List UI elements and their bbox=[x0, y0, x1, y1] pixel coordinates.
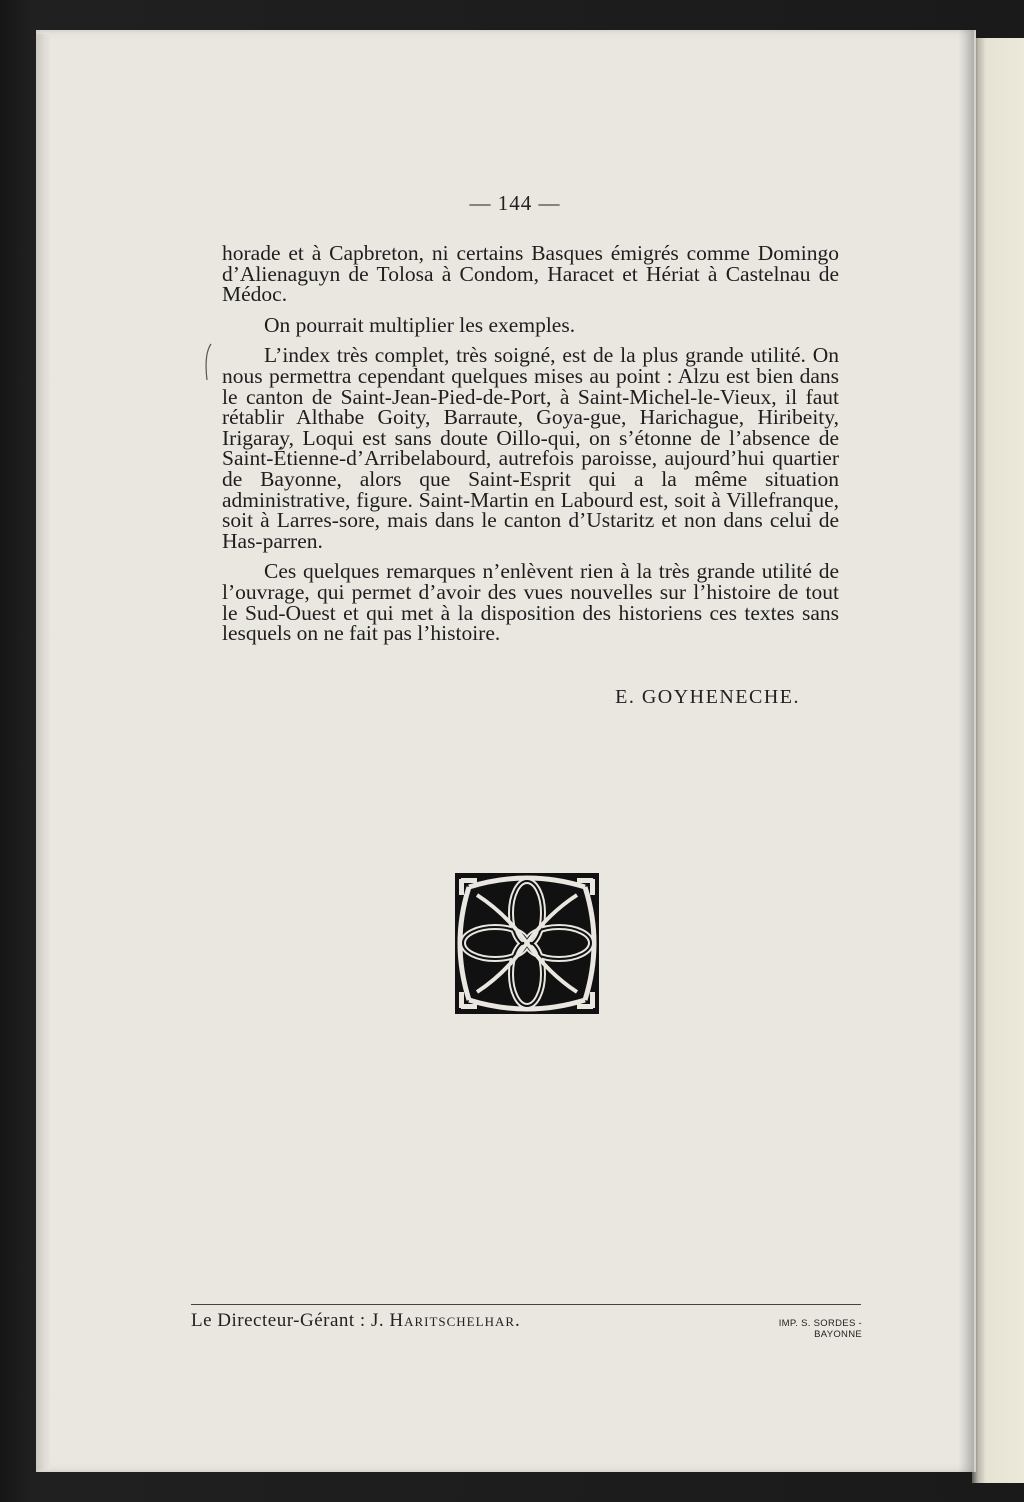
paragraph-4: Ces quelques remarques n’enlèvent rien à la très grande utilité de l’ouvrage, qui permet d’avoir des vues nouvelles sur l’histoire de tout le Sud-Ouest et qui met à la disposition des historiens ces textes sans lesquels on ne fait pas l’histoire. bbox=[222, 559, 839, 646]
paragraph-1: horade et à Capbreton, ni certains Basques émigrés comme Domingo d’Alienaguyn de Tolosa à Condom, Haracet et Hériat à Castelnau de Médoc. bbox=[222, 241, 839, 307]
page-stack-edge bbox=[36, 34, 50, 1470]
paragraph-3: L’index très complet, très soigné, est de la plus grande utilité. On nous permettra cependant quelques mises au point : Alzu est bien dans le canton de Saint-Jean-Pied-de-Port, à Saint-Michel-le-Vieux, il faut rétablir Althabe Goity, Barraute, Goya-gue, Harichague, Hiribeity, Irigaray, Loqui est sans doute Oillo-qui, on s’étonne de l’absence de Saint-Étienne-d’Arribelabourd, autrefois paroisse, aujourd’hui quartier de Bayonne, alors que Saint-Esprit qui a la même situation administrative, figure. Saint-Martin en Labourd est, soit à Villefranque, soit à Larres-sore, mais dans le canton d’Ustaritz et non dans celui de Has-parren. bbox=[222, 343, 839, 553]
author-signature: E. GOYHENECHE. bbox=[615, 686, 800, 708]
celtic-knot-ornament-icon bbox=[455, 873, 599, 1014]
footer-printer: IMP. S. SORDES - BAYONNE bbox=[778, 1318, 862, 1340]
footer-director bbox=[191, 1310, 521, 1332]
body-text bbox=[222, 243, 839, 654]
page-number: — 144 — bbox=[469, 191, 561, 215]
footer-rule bbox=[191, 1304, 861, 1305]
paragraph-2: On pourrait multiplier les exemples. bbox=[264, 312, 576, 337]
director-label: Le Directeur-Gérant : J. bbox=[191, 1310, 385, 1331]
binding-gutter bbox=[958, 30, 974, 1472]
director-name: Haritschelhar. bbox=[389, 1310, 521, 1331]
pencil-margin-mark bbox=[203, 343, 213, 381]
facing-page-edge bbox=[972, 38, 1024, 1483]
